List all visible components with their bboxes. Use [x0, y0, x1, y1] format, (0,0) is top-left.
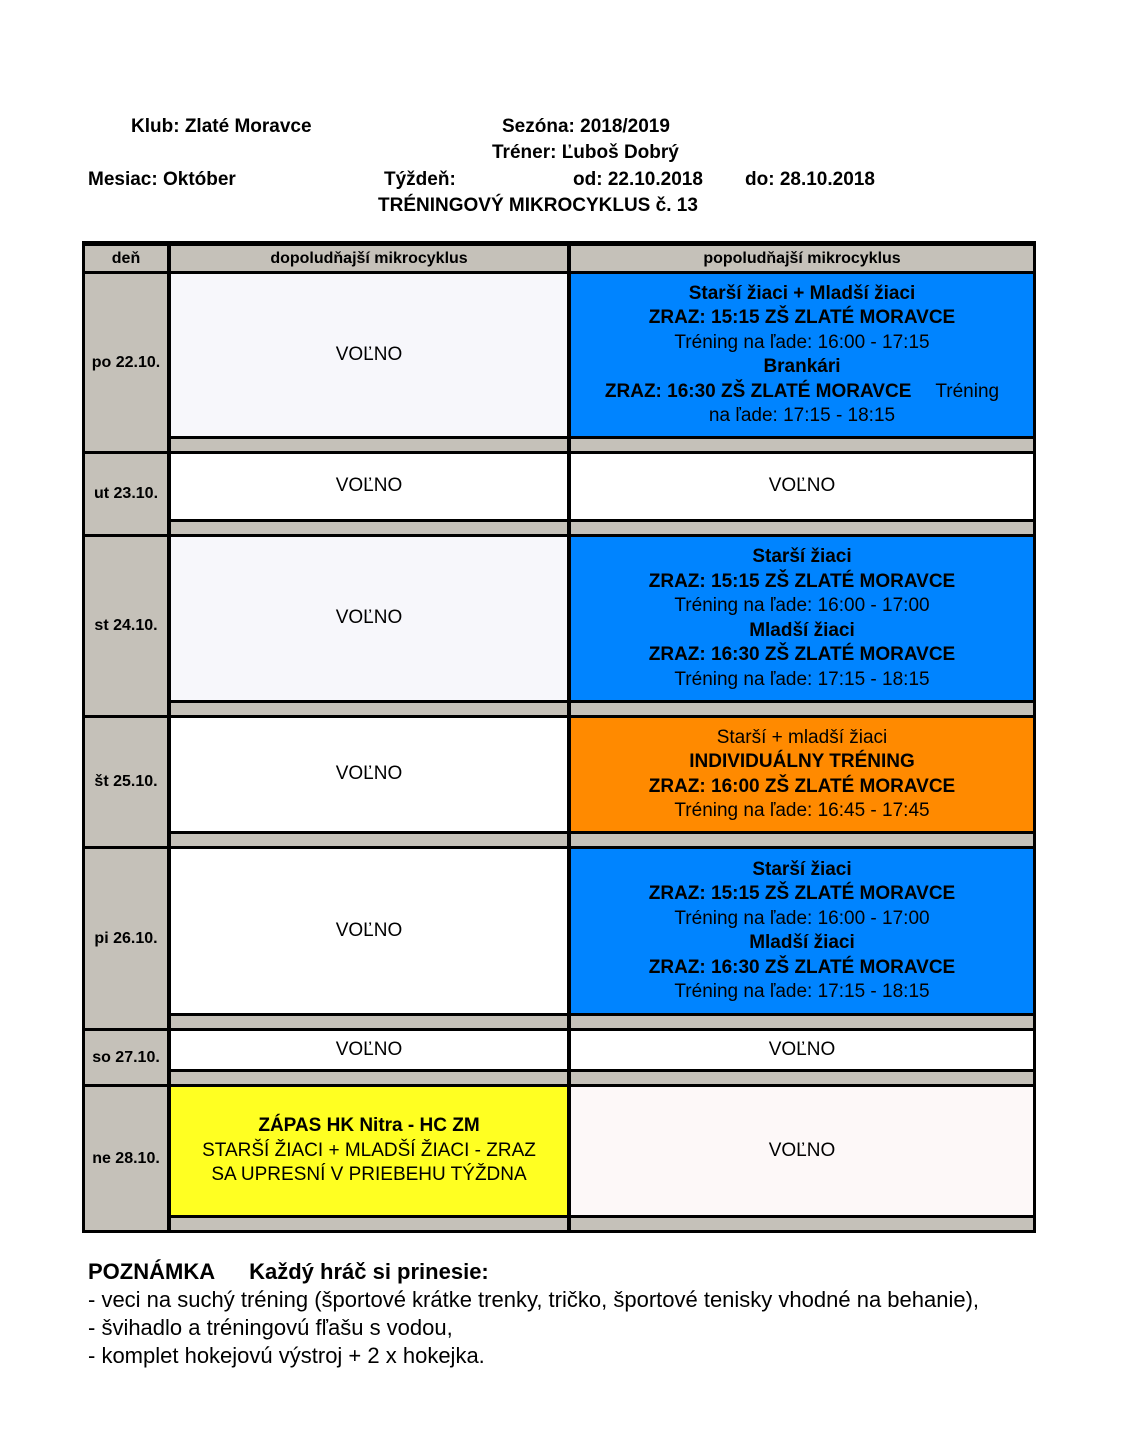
am-line: VOĽNO	[335, 607, 403, 629]
pm-line: Tréning na ľade: 17:15 - 18:15	[674, 668, 930, 690]
pm-line: ZRAZ: 16:30 ZŠ ZLATÉ MORAVCE	[648, 956, 956, 978]
week-from: od: 22.10.2018	[573, 169, 703, 190]
pm-line: Tréning na ľade: 16:45 - 17:45	[674, 800, 930, 821]
season-label: Sezóna: 2018/2019	[502, 116, 670, 137]
pm-line: VOĽNO	[768, 475, 836, 497]
pm-cell	[571, 454, 1033, 519]
week-to: do: 28.10.2018	[745, 169, 875, 190]
month-label: Mesiac: Október	[88, 169, 236, 190]
am-cell	[171, 537, 567, 700]
pm-spacer-strip	[571, 834, 1033, 846]
pm-cell	[571, 274, 1033, 436]
am-line: ZÁPAS HK Nitra - HC ZM	[258, 1115, 480, 1137]
pm-cell	[571, 849, 1033, 1013]
day-label: ut 23.10.	[85, 454, 167, 534]
pm-line: Starší žiaci	[752, 546, 852, 567]
note-item: - švihadlo a tréningovú fľašu s vodou,	[88, 1315, 453, 1340]
am-cell	[171, 1031, 567, 1069]
schedule-table	[82, 241, 1036, 1233]
day-label: so 27.10.	[85, 1031, 167, 1084]
pm-line: Tréning na ľade: 17:15 - 18:15	[674, 981, 930, 1002]
am-cell	[171, 849, 567, 1013]
am-cell	[171, 274, 567, 436]
pm-spacer-strip	[571, 703, 1033, 715]
pm-line: ZRAZ: 16:30 ZŠ ZLATÉ MORAVCE	[648, 644, 956, 665]
am-line: VOĽNO	[335, 475, 403, 497]
pm-spacer-strip	[571, 1016, 1033, 1028]
pm-cell	[571, 537, 1033, 700]
am-spacer-strip	[171, 522, 567, 534]
note-intro: Každý hráč si prinesie:	[249, 1259, 489, 1284]
note-section	[88, 1258, 1048, 1370]
pm-line: na ľade: 17:15 - 18:15	[708, 405, 896, 426]
coach-label: Tréner: Ľuboš Dobrý	[492, 142, 679, 163]
am-line: VOĽNO	[335, 763, 403, 785]
pm-line: Tréning na ľade: 16:00 - 17:00	[674, 595, 930, 616]
pm-cell	[571, 718, 1033, 831]
am-cell	[171, 454, 567, 519]
pm-cell	[571, 1087, 1033, 1215]
page-title: TRÉNINGOVÝ MIKROCYKLUS č. 13	[378, 195, 698, 216]
am-spacer-strip	[171, 1072, 567, 1084]
pm-line: ZRAZ: 16:00 ZŠ ZLATÉ MORAVCE	[648, 775, 956, 797]
am-spacer-strip	[171, 439, 567, 451]
pm-line: Tréning na ľade: 16:00 - 17:15	[674, 331, 930, 353]
am-line: VOĽNO	[335, 343, 403, 365]
pm-line: Tréning	[935, 380, 1000, 402]
pm-line: Mladší žiaci	[749, 932, 855, 953]
day-label: ne 28.10.	[85, 1087, 167, 1230]
note-item: - komplet hokejovú výstroj + 2 x hokejka.	[88, 1343, 485, 1368]
pm-line: Starší + mladší žiaci	[716, 726, 888, 748]
am-cell	[171, 1087, 567, 1215]
am-spacer-strip	[171, 1218, 567, 1230]
pm-spacer-strip	[571, 439, 1033, 451]
day-label: pi 26.10.	[85, 849, 167, 1028]
pm-line: Tréning na ľade: 16:00 - 17:00	[674, 907, 930, 929]
pm-line: Starší žiaci	[752, 858, 852, 880]
pm-line: Mladší žiaci	[749, 619, 855, 641]
week-label: Týždeň:	[384, 169, 456, 190]
pm-line: ZRAZ: 15:15 ZŠ ZLATÉ MORAVCE	[648, 570, 956, 592]
pm-line: ZRAZ: 15:15 ZŠ ZLATÉ MORAVCE	[648, 883, 956, 904]
pm-spacer-strip	[571, 1072, 1033, 1084]
col-header-day: deň	[85, 246, 167, 271]
col-header-am: dopoludňajší mikrocyklus	[171, 246, 567, 271]
pm-line: VOĽNO	[768, 1038, 836, 1060]
pm-spacer-strip	[571, 522, 1033, 534]
am-spacer-strip	[171, 1016, 567, 1028]
pm-cell	[571, 1031, 1033, 1069]
am-spacer-strip	[171, 834, 567, 846]
am-spacer-strip	[171, 703, 567, 715]
day-label: st 24.10.	[85, 537, 167, 715]
pm-line: VOĽNO	[768, 1139, 836, 1161]
note-item: - veci na suchý tréning (športové krátke trenky, tričko, športové tenisky vhodné na behanie),	[88, 1287, 980, 1312]
pm-line: ZRAZ: 15:15 ZŠ ZLATÉ MORAVCE	[648, 307, 956, 328]
pm-line: ZRAZ: 16:30 ZŠ ZLATÉ MORAVCE	[604, 380, 912, 402]
am-line: STARŠÍ ŽIACI + MLADŠÍ ŽIACI - ZRAZ	[202, 1139, 536, 1161]
am-line: VOĽNO	[335, 919, 403, 941]
note-title: POZNÁMKA	[88, 1259, 216, 1284]
pm-line: Starší žiaci + Mladší žiaci	[688, 282, 916, 304]
day-label: št 25.10.	[85, 718, 167, 846]
am-line: VOĽNO	[335, 1038, 403, 1060]
pm-line: Brankári	[763, 356, 841, 377]
pm-spacer-strip	[571, 1218, 1033, 1230]
col-header-pm: popoludňajší mikrocyklus	[571, 246, 1033, 271]
pm-line: INDIVIDUÁLNY TRÉNING	[689, 751, 915, 772]
day-label: po 22.10.	[85, 274, 167, 451]
am-cell	[171, 718, 567, 831]
club-label: Klub: Zlaté Moravce	[131, 116, 312, 137]
am-line: SA UPRESNÍ V PRIEBEHU TÝŽDNA	[211, 1164, 527, 1186]
